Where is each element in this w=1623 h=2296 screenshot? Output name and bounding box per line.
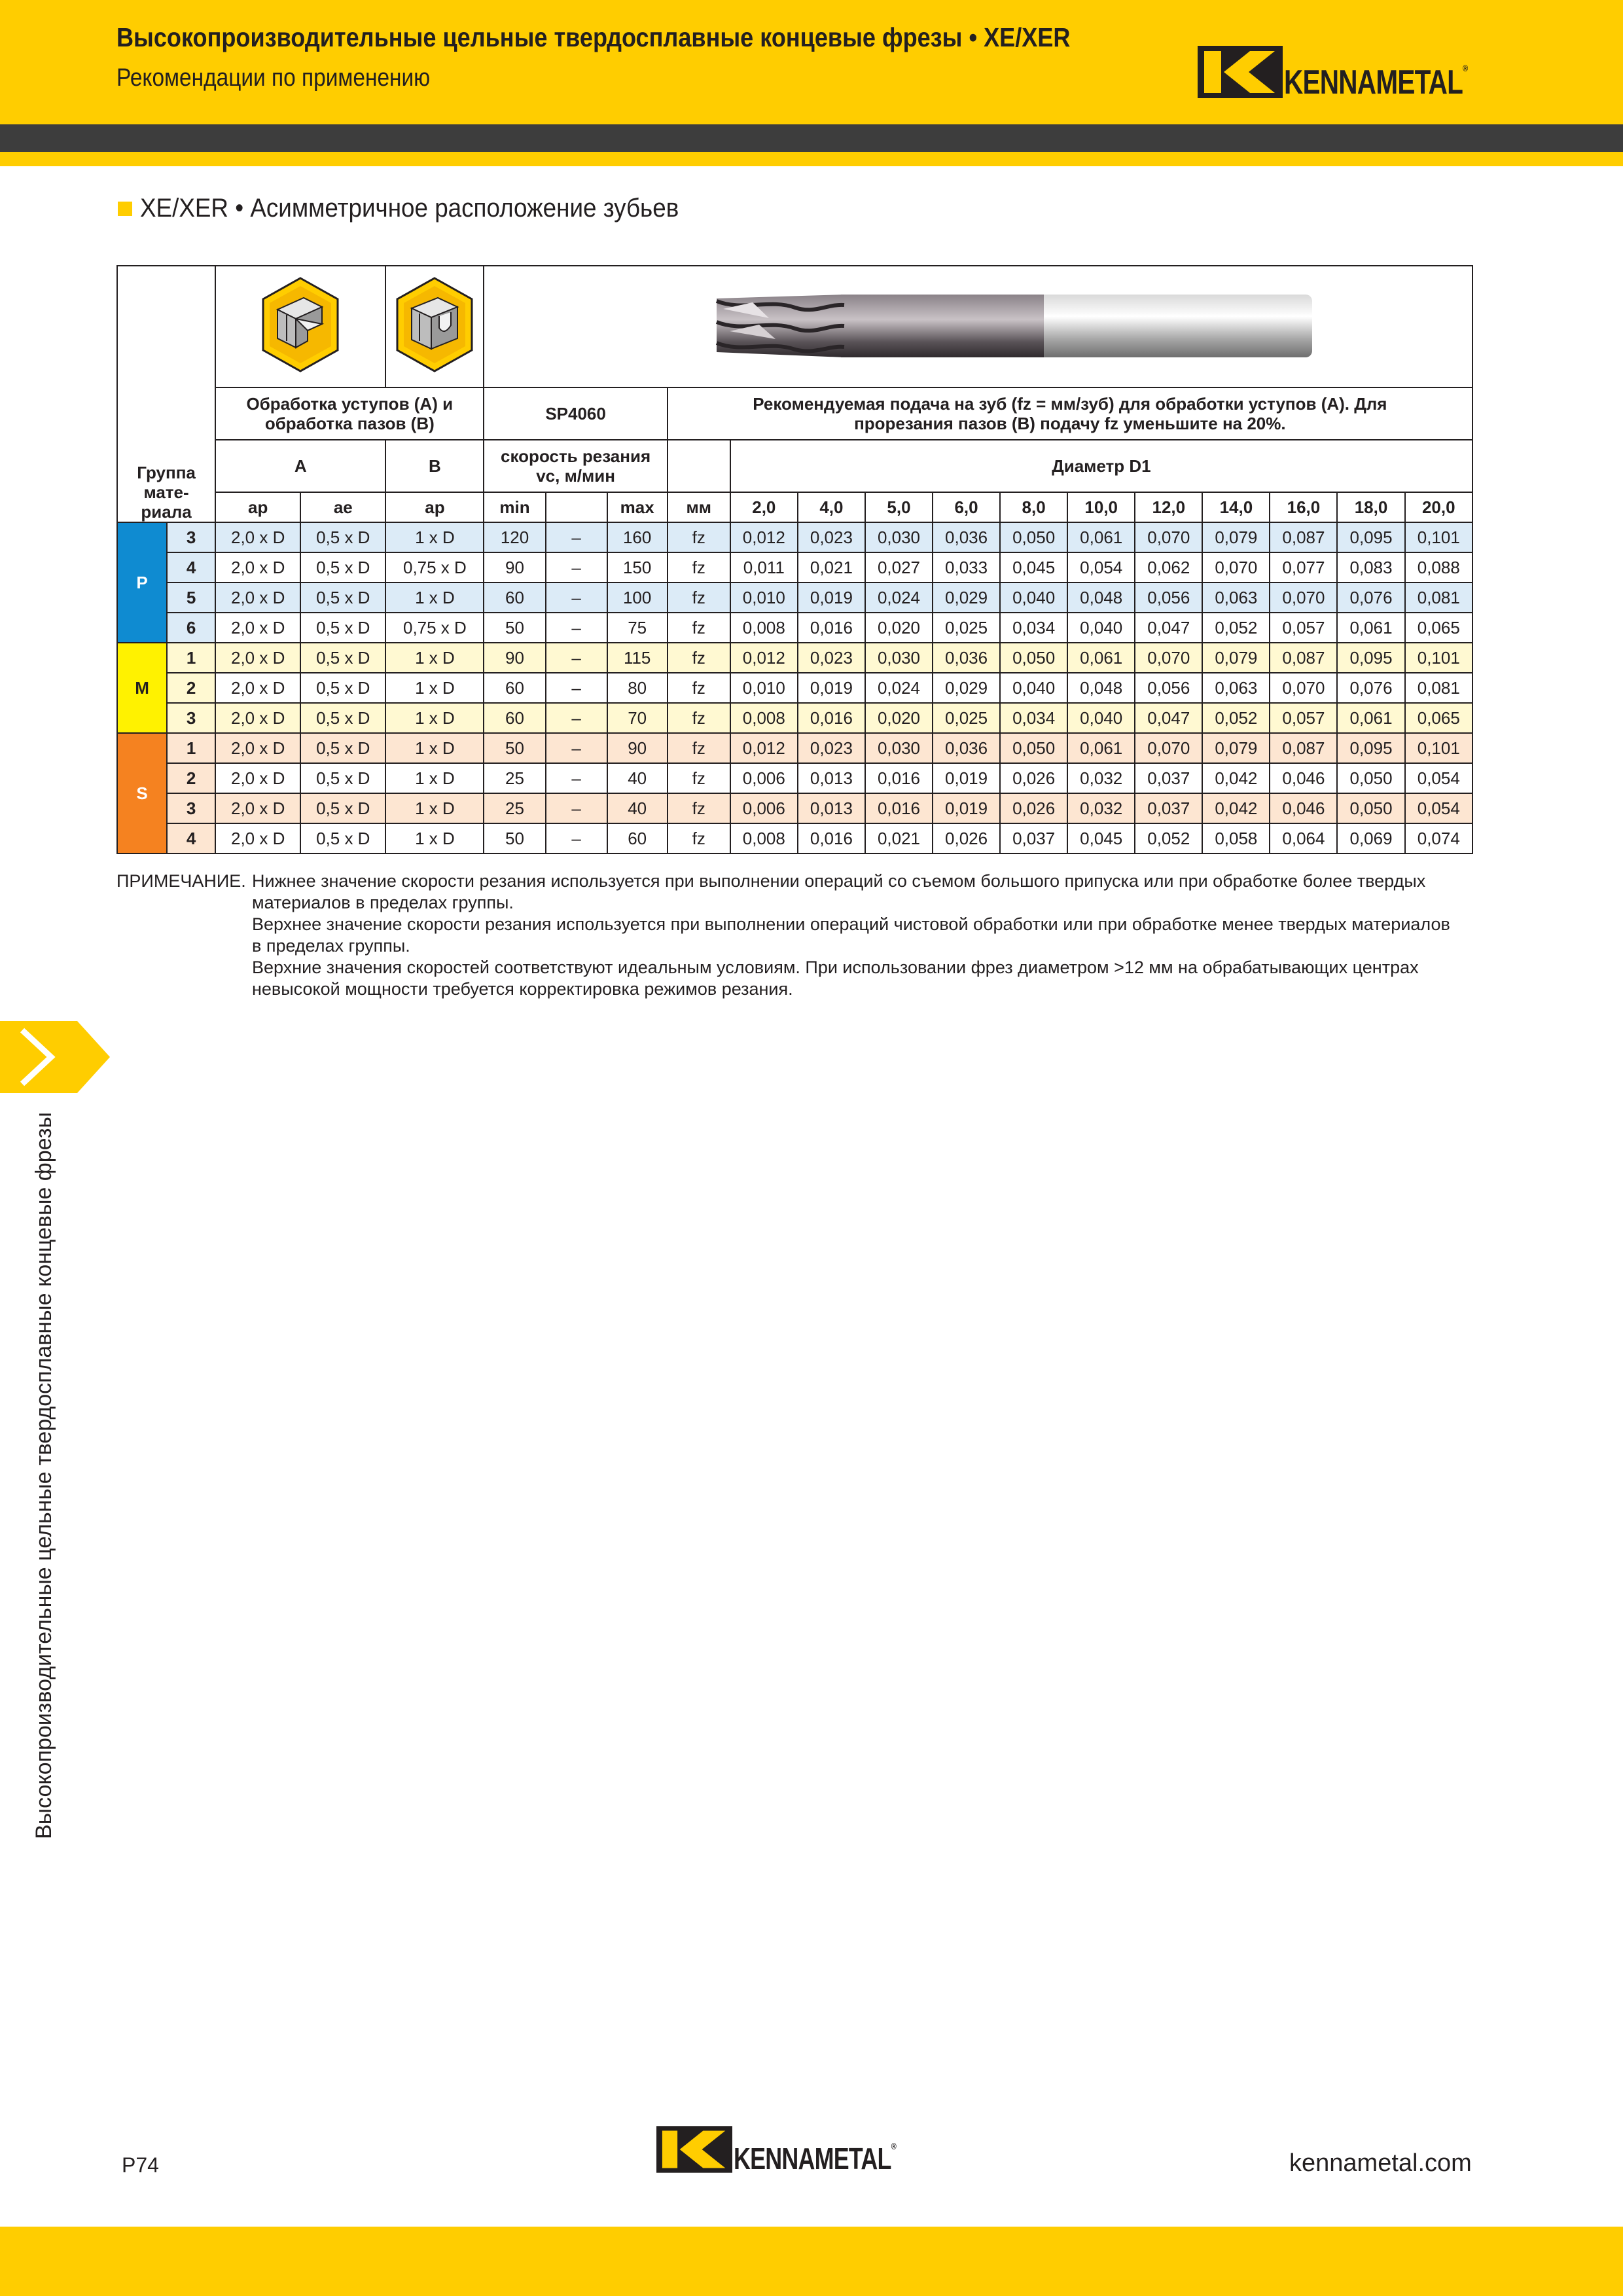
material-subgroup: 4 [167,823,215,853]
feed-value: 0,019 [933,793,1000,823]
ae-value: 0,5 x D [300,613,385,643]
feed-value: 0,101 [1405,522,1472,552]
speed-dash: – [546,552,607,583]
dash-header [546,492,607,522]
feed-value: 0,070 [1135,643,1202,673]
section-heading [118,194,726,223]
feed-value: 0,012 [730,643,798,673]
feed-value: 0,070 [1135,733,1202,763]
ae-value: 0,5 x D [300,673,385,703]
feed-unit: fz [668,823,730,853]
feed-value: 0,101 [1405,643,1472,673]
logo-wordmark: KENNAMETAL® [734,2141,896,2176]
feed-value: 0,054 [1405,763,1472,793]
feed-value: 0,069 [1337,823,1404,853]
kennametal-logo-mark [656,2126,732,2173]
material-subgroup: 2 [167,673,215,703]
feed-value: 0,008 [730,703,798,733]
feed-value: 0,061 [1337,703,1404,733]
feed-value: 0,012 [730,522,798,552]
section-title: XE/XER • Асимметричное расположение зубьев [140,194,679,223]
side-tab-label: Высокопроизводительные цельные твердосплавные концевые фрезы [31,1112,56,1839]
speed-min: 60 [484,673,545,703]
ae-value: 0,5 x D [300,643,385,673]
speed-min: 90 [484,643,545,673]
speed-min: 50 [484,823,545,853]
feed-value: 0,077 [1270,552,1337,583]
feed-value: 0,087 [1270,643,1337,673]
speed-min: 90 [484,552,545,583]
feed-value: 0,037 [1000,823,1067,853]
feed-value: 0,062 [1135,552,1202,583]
feed-value: 0,050 [1000,522,1067,552]
feed-value: 0,081 [1405,583,1472,613]
speed-dash: – [546,583,607,613]
speed-dash: – [546,643,607,673]
feed-value: 0,083 [1337,552,1404,583]
feed-unit: fz [668,733,730,763]
ap-b-value: 1 x D [385,673,484,703]
feed-value: 0,006 [730,763,798,793]
feed-value: 0,025 [933,613,1000,643]
speed-max: 75 [607,613,668,643]
shoulder-milling-icon [258,276,343,374]
feed-value: 0,070 [1202,552,1270,583]
ap-b-value: 1 x D [385,643,484,673]
feed-value: 0,027 [865,552,933,583]
feed-value: 0,050 [1337,763,1404,793]
material-subgroup: 4 [167,552,215,583]
diameter-value: 5,0 [865,492,933,522]
material-group-header: Группа мате-риала [117,266,215,522]
ap-value: 2,0 x D [215,823,300,853]
col-a-header: A [215,440,385,492]
table-row [117,823,1472,853]
feed-value: 0,065 [1405,703,1472,733]
feed-unit: fz [668,763,730,793]
speed-min: 60 [484,703,545,733]
feed-value: 0,008 [730,823,798,853]
speed-dash: – [546,522,607,552]
feed-value: 0,010 [730,583,798,613]
feed-value: 0,087 [1270,733,1337,763]
speed-max: 80 [607,673,668,703]
diameter-value: 20,0 [1405,492,1472,522]
feed-value: 0,050 [1000,643,1067,673]
feed-value: 0,047 [1135,703,1202,733]
material-subgroup: 3 [167,522,215,552]
ap-b-value: 1 x D [385,763,484,793]
header-dark-band [0,124,1623,152]
ap-value: 2,0 x D [215,613,300,643]
feed-unit: fz [668,522,730,552]
material-subgroup: 5 [167,583,215,613]
feed-value: 0,040 [1000,673,1067,703]
feed-value: 0,052 [1202,703,1270,733]
ap-b-value: 0,75 x D [385,552,484,583]
ae-value: 0,5 x D [300,733,385,763]
feed-value: 0,076 [1337,673,1404,703]
mm-header: мм [668,492,730,522]
shoulder-icon-cell [215,266,385,387]
header-logo [1198,46,1519,101]
kennametal-logo-mark [1198,46,1283,98]
feed-value: 0,063 [1202,673,1270,703]
ap-value: 2,0 x D [215,733,300,763]
ap-b-value: 0,75 x D [385,613,484,643]
ap-header: ap [215,492,300,522]
feed-value: 0,034 [1000,703,1067,733]
feed-value: 0,057 [1270,703,1337,733]
feed-value: 0,061 [1067,522,1135,552]
feed-value: 0,046 [1270,793,1337,823]
feed-value: 0,088 [1405,552,1472,583]
speed-dash: – [546,613,607,643]
feed-value: 0,048 [1067,673,1135,703]
feed-value: 0,013 [798,763,865,793]
speed-max: 60 [607,823,668,853]
ap-value: 2,0 x D [215,763,300,793]
feed-value: 0,074 [1405,823,1472,853]
feed-value: 0,016 [798,703,865,733]
feed-value: 0,026 [1000,763,1067,793]
note-line: Верхние значения скоростей соответствуют идеальным условиям. При использовании фрез диаметром >12 мм на обрабатывающих центрах невысокой мощности требуется корректировка режимов резания. [252,958,1419,999]
feed-value: 0,040 [1000,583,1067,613]
page-subtitle: Рекомендации по применению [116,64,431,92]
feed-value: 0,008 [730,613,798,643]
ae-value: 0,5 x D [300,793,385,823]
ap-value: 2,0 x D [215,673,300,703]
slot-icon-cell [385,266,484,387]
note-line: Нижнее значение скорости резания используется при выполнении операций со съемом большого припуска или при обработке более твердых материалов в пределах группы. [252,871,1426,912]
table-row [117,763,1472,793]
ap-b-value: 1 x D [385,793,484,823]
material-subgroup: 1 [167,643,215,673]
feed-value: 0,057 [1270,613,1337,643]
feed-value: 0,016 [865,763,933,793]
speed-max: 90 [607,733,668,763]
feed-value: 0,079 [1202,733,1270,763]
ap-b-value: 1 x D [385,733,484,763]
feed-unit: fz [668,583,730,613]
feed-value: 0,095 [1337,643,1404,673]
diameter-value: 14,0 [1202,492,1270,522]
page-title: Высокопроизводительные цельные твердосплавные концевые фрезы • XE/XER [116,22,1071,52]
ae-value: 0,5 x D [300,823,385,853]
speed-max: 40 [607,793,668,823]
ap-b-value: 1 x D [385,583,484,613]
feed-value: 0,076 [1337,583,1404,613]
feed-unit: fz [668,703,730,733]
feed-value: 0,054 [1067,552,1135,583]
speed-max: 160 [607,522,668,552]
feed-value: 0,056 [1135,673,1202,703]
ap-value: 2,0 x D [215,552,300,583]
feed-value: 0,045 [1067,823,1135,853]
feed-value: 0,052 [1202,613,1270,643]
feed-value: 0,026 [933,823,1000,853]
table-row [117,552,1472,583]
end-mill-image [618,285,1338,364]
feed-header: Рекомендуемая подача на зуб (fz = мм/зуб) для обработки уступов (A). Для прорезания пазов (B) подачу fz уменьшите на 20%. [668,387,1472,440]
logo-wordmark: KENNAMETAL® [1284,63,1468,101]
table-row [117,583,1472,613]
feed-value: 0,065 [1405,613,1472,643]
feed-value: 0,030 [865,522,933,552]
feed-value: 0,019 [933,763,1000,793]
feed-value: 0,079 [1202,522,1270,552]
ae-header: ae [300,492,385,522]
feed-value: 0,079 [1202,643,1270,673]
feed-value: 0,033 [933,552,1000,583]
ap-value: 2,0 x D [215,793,300,823]
ae-value: 0,5 x D [300,522,385,552]
note-line: Верхнее значение скорости резания используется при выполнении операций чистовой обработки или при обработке менее твердых материалов в пределах группы. [252,914,1450,956]
feed-value: 0,010 [730,673,798,703]
feed-value: 0,021 [798,552,865,583]
speed-max: 100 [607,583,668,613]
feed-value: 0,024 [865,673,933,703]
feed-value: 0,019 [798,583,865,613]
feed-value: 0,064 [1270,823,1337,853]
table-row [117,613,1472,643]
speed-dash: – [546,703,607,733]
ae-value: 0,5 x D [300,703,385,733]
feed-value: 0,087 [1270,522,1337,552]
speed-min: 25 [484,763,545,793]
speed-max: 40 [607,763,668,793]
feed-value: 0,095 [1337,522,1404,552]
ap-b-value: 1 x D [385,703,484,733]
diameter-value: 8,0 [1000,492,1067,522]
speed-max: 150 [607,552,668,583]
speed-dash: – [546,733,607,763]
feed-value: 0,052 [1135,823,1202,853]
feed-value: 0,061 [1067,733,1135,763]
feed-unit: fz [668,613,730,643]
feed-value: 0,030 [865,643,933,673]
speed-max: 70 [607,703,668,733]
feed-unit: fz [668,673,730,703]
feed-value: 0,050 [1000,733,1067,763]
end-mill-image-cell [484,266,1472,387]
ae-value: 0,5 x D [300,583,385,613]
feed-value: 0,016 [865,793,933,823]
material-group-m: M [117,643,167,733]
table-row [117,673,1472,703]
ae-value: 0,5 x D [300,552,385,583]
slot-milling-icon [392,276,477,374]
material-subgroup: 6 [167,613,215,643]
operations-header: Обработка уступов (A) и обработка пазов (B) [215,387,484,440]
feed-value: 0,056 [1135,583,1202,613]
feed-value: 0,061 [1067,643,1135,673]
material-subgroup: 3 [167,793,215,823]
feed-value: 0,034 [1000,613,1067,643]
website-link[interactable]: kennametal.com [1289,2149,1472,2177]
ap-value: 2,0 x D [215,583,300,613]
ap-value: 2,0 x D [215,522,300,552]
feed-value: 0,063 [1202,583,1270,613]
feed-value: 0,048 [1067,583,1135,613]
ae-value: 0,5 x D [300,763,385,793]
table-row [117,733,1472,763]
footer-logo [656,2126,942,2176]
speed-max: 115 [607,643,668,673]
diameter-value: 4,0 [798,492,865,522]
feed-value: 0,070 [1270,583,1337,613]
feed-value: 0,029 [933,583,1000,613]
diameter-value: 18,0 [1337,492,1404,522]
ap-value: 2,0 x D [215,703,300,733]
feed-value: 0,021 [865,823,933,853]
feed-value: 0,019 [798,673,865,703]
material-subgroup: 3 [167,703,215,733]
feed-unit: fz [668,552,730,583]
feed-value: 0,095 [1337,733,1404,763]
feed-value: 0,020 [865,703,933,733]
feed-value: 0,070 [1270,673,1337,703]
diameter-value: 2,0 [730,492,798,522]
feed-value: 0,016 [798,823,865,853]
material-subgroup: 1 [167,733,215,763]
feed-value: 0,023 [798,733,865,763]
feed-value: 0,040 [1067,613,1135,643]
blank-cell [668,440,730,492]
material-group-p: P [117,522,167,643]
feed-value: 0,036 [933,522,1000,552]
diameter-value: 12,0 [1135,492,1202,522]
feed-value: 0,040 [1067,703,1135,733]
feed-value: 0,026 [1000,793,1067,823]
note-label: ПРИМЕЧАНИЕ. [116,871,246,891]
feed-value: 0,054 [1405,793,1472,823]
ap-b-value: 1 x D [385,823,484,853]
feed-value: 0,032 [1067,763,1135,793]
feed-value: 0,024 [865,583,933,613]
feed-value: 0,058 [1202,823,1270,853]
table-row [117,703,1472,733]
speed-header: скорость резания vc, м/мин [484,440,667,492]
feed-value: 0,011 [730,552,798,583]
speed-min: 50 [484,733,545,763]
feed-value: 0,045 [1000,552,1067,583]
speed-min: 25 [484,793,545,823]
feed-value: 0,101 [1405,733,1472,763]
header-yellow-line [0,152,1623,166]
feed-value: 0,036 [933,733,1000,763]
feed-value: 0,029 [933,673,1000,703]
ap-value: 2,0 x D [215,643,300,673]
feed-value: 0,016 [798,613,865,643]
feed-value: 0,030 [865,733,933,763]
feed-value: 0,020 [865,613,933,643]
feed-value: 0,042 [1202,763,1270,793]
speed-dash: – [546,793,607,823]
speed-dash: – [546,673,607,703]
chevron-tab-icon [0,1021,111,1093]
max-header: max [607,492,668,522]
diameter-value: 16,0 [1270,492,1337,522]
note-text [252,870,1463,1000]
feed-value: 0,037 [1135,793,1202,823]
speed-min: 60 [484,583,545,613]
speed-dash: – [546,823,607,853]
feed-value: 0,023 [798,643,865,673]
footer-bar [0,2227,1623,2296]
feed-value: 0,037 [1135,763,1202,793]
diameter-header: Диаметр D1 [730,440,1472,492]
col-b-header: B [385,440,484,492]
diameter-value: 10,0 [1067,492,1135,522]
feed-value: 0,070 [1135,522,1202,552]
feed-value: 0,025 [933,703,1000,733]
feed-value: 0,013 [798,793,865,823]
feed-value: 0,050 [1337,793,1404,823]
feed-unit: fz [668,793,730,823]
feed-value: 0,032 [1067,793,1135,823]
feed-value: 0,061 [1337,613,1404,643]
feed-unit: fz [668,643,730,673]
feed-value: 0,023 [798,522,865,552]
cutting-data-table [116,265,1473,854]
material-group-s: S [117,733,167,853]
section-bullet-icon [118,202,132,216]
feed-value: 0,012 [730,733,798,763]
page-number: P74 [122,2153,159,2177]
feed-value: 0,047 [1135,613,1202,643]
speed-min: 50 [484,613,545,643]
feed-value: 0,006 [730,793,798,823]
feed-value: 0,046 [1270,763,1337,793]
feed-value: 0,042 [1202,793,1270,823]
min-header: min [484,492,545,522]
table-row [117,522,1472,552]
diameter-value: 6,0 [933,492,1000,522]
ap-b-value: 1 x D [385,522,484,552]
ap-b-header: ap [385,492,484,522]
grade-header: SP4060 [484,387,667,440]
speed-min: 120 [484,522,545,552]
table-row [117,793,1472,823]
material-subgroup: 2 [167,763,215,793]
table-row [117,643,1472,673]
feed-value: 0,081 [1405,673,1472,703]
speed-dash: – [546,763,607,793]
feed-value: 0,036 [933,643,1000,673]
